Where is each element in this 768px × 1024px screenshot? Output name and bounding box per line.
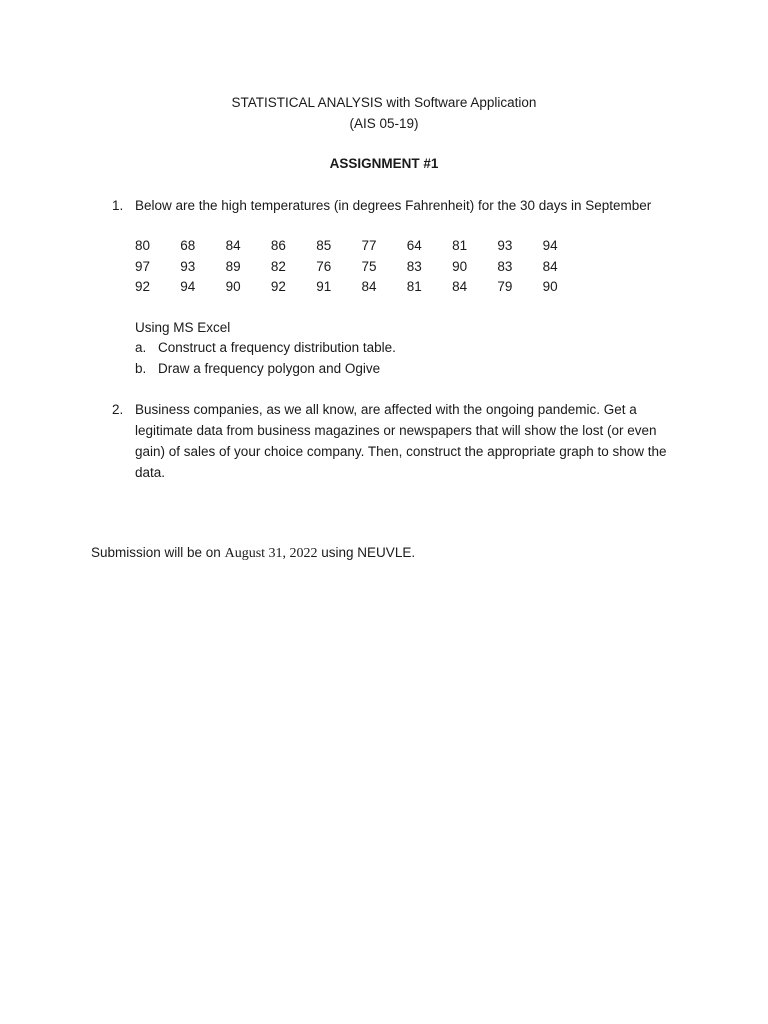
table-cell: 79	[497, 279, 513, 295]
table-cell: 90	[225, 279, 241, 295]
table-cell: 84	[542, 258, 558, 274]
table-cell: 75	[361, 258, 377, 274]
course-code: (AIS 05-19)	[349, 116, 419, 131]
table-cell: 77	[361, 237, 377, 253]
question-2-text: Business companies, as we all know, are affected with the ongoing pandemic. Get a legitimate data from business magazines or newspapers that will show the lost (or even gain) of sales of your choice company. Then, construct the appropriate graph to show the data.	[135, 402, 667, 480]
submission-note	[91, 543, 415, 564]
table-row	[135, 235, 588, 256]
excel-instruction: Using MS Excel	[135, 320, 231, 335]
table-cell: 81	[452, 237, 468, 253]
subitem-a-letter: a.	[135, 340, 147, 355]
question-1-number: 1.	[112, 198, 124, 213]
subitem-b-letter: b.	[135, 361, 147, 376]
question-2-number: 2.	[112, 402, 124, 417]
table-cell: 82	[270, 258, 286, 274]
table-cell: 90	[542, 279, 558, 295]
table-cell: 94	[180, 279, 196, 295]
submission-prefix: Submission will be on	[91, 545, 225, 560]
table-cell: 81	[406, 279, 422, 295]
table-cell: 90	[452, 258, 468, 274]
table-cell: 85	[316, 237, 332, 253]
course-title: STATISTICAL ANALYSIS with Software Application	[231, 95, 537, 110]
table-cell: 92	[270, 279, 286, 295]
table-cell: 84	[225, 237, 241, 253]
table-cell: 84	[361, 279, 377, 295]
submission-date: August 31, 2022	[224, 546, 318, 561]
table-cell: 92	[135, 279, 151, 295]
submission-suffix: using NEUVLE.	[317, 545, 416, 560]
table-cell: 83	[497, 258, 513, 274]
table-cell: 86	[270, 237, 286, 253]
table-cell: 83	[406, 258, 422, 274]
temperature-data-table	[135, 235, 588, 297]
table-cell: 93	[497, 237, 513, 253]
table-row	[135, 276, 588, 297]
table-cell: 80	[135, 237, 151, 253]
table-cell: 94	[542, 237, 558, 253]
table-cell: 89	[225, 258, 241, 274]
question-1-text: Below are the high temperatures (in degrees Fahrenheit) for the 30 days in September	[135, 198, 652, 213]
subitem-b-text: Draw a frequency polygon and Ogive	[158, 361, 381, 376]
table-cell: 91	[316, 279, 332, 295]
table-cell: 97	[135, 258, 151, 274]
table-cell: 84	[452, 279, 468, 295]
table-cell: 76	[316, 258, 332, 274]
assignment-heading: ASSIGNMENT #1	[329, 156, 439, 171]
table-row	[135, 256, 588, 277]
subitem-a-text: Construct a frequency distribution table.	[158, 340, 396, 355]
table-cell: 64	[406, 237, 422, 253]
table-cell: 68	[180, 237, 196, 253]
table-cell: 93	[180, 258, 196, 274]
